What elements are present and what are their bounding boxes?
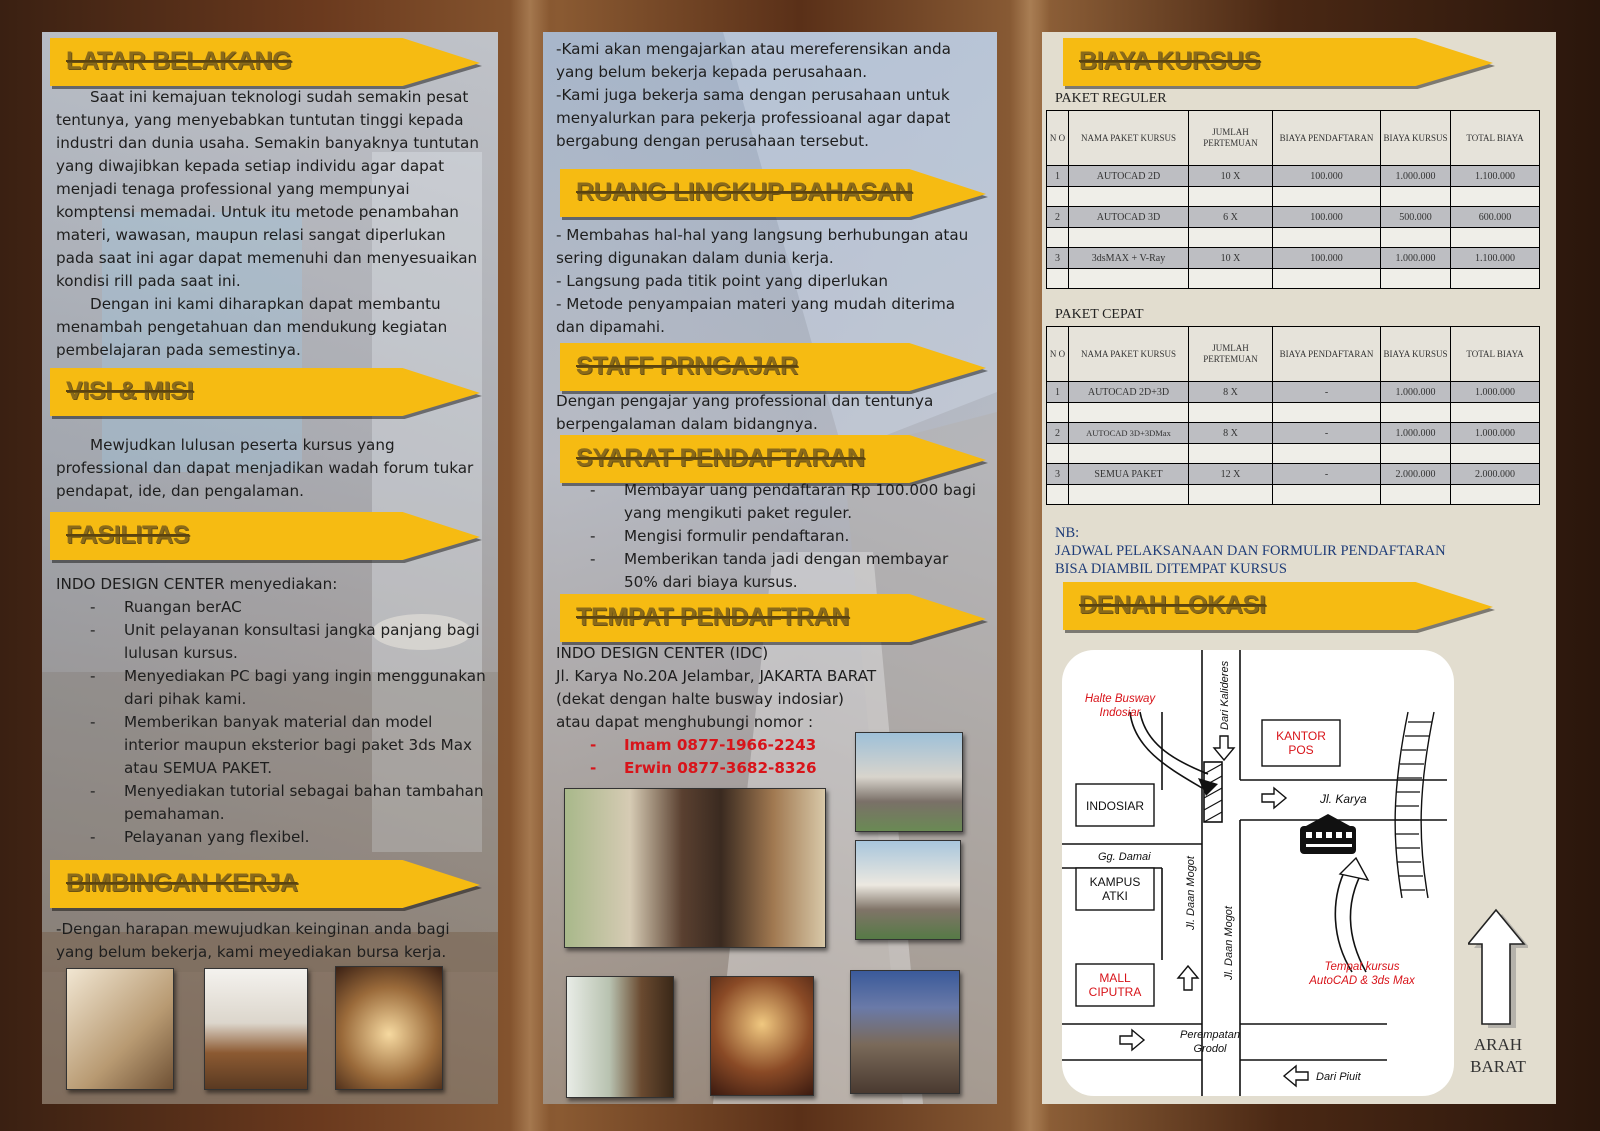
table-row: 3 3dsMAX + V-Ray 10 X 100.000 1.000.000 1.100.000 [1047,248,1540,269]
biaya-kursus-heading: BIAYA KURSUS [1063,38,1493,86]
direction-arrow-icon [1178,966,1198,990]
interior-photo [66,968,174,1090]
direction-arrow-icon [1262,788,1286,808]
staff-pengajar-text: Dengan pengajar yang professional dan tentunya berpengalaman dalam bidangnya. [556,392,934,433]
svg-text:Perempatan: Perempatan [1180,1029,1240,1041]
svg-text:POS: POS [1288,743,1314,757]
svg-text:Dari Piuit: Dari Piuit [1316,1071,1361,1083]
interior-photo [566,976,674,1098]
visi-misi-text: Mewjudkan lulusan peserta kursus yang professional dan dapat menjadikan wadah forum tukar pendapat, ide, dan pengalaman. [56,436,474,500]
column-header: BIAYA KURSUS [1381,111,1451,166]
intro-text: -Kami akan mengajarkan atau mereferensikan anda yang belum bekerja kepada perusahaan. -Kami juga bekerja sama dengan perusahaan untuk menyalurkan para pekerja professioanal agar dapat bergabung dengan perusahaan tersebut. [556,40,951,150]
direction-arrow-icon [1120,1030,1144,1050]
column-header: NAMA PAKET KURSUS [1069,111,1189,166]
list-item: - Memberikan banyak material dan model interior maupun eksterior bagi paket 3ds Max atau SEMUA PAKET. [56,711,486,780]
bimbingan-kerja-heading: BIMBINGAN KERJA [50,860,480,908]
fasilitas-text: INDO DESIGN CENTER menyediakan: - Ruangan berAC - Unit pelayanan konsultasi jangka panjang bagi lulusan kursus. - Menyediakan PC bagi yang ingin menggunakan dari pihak kami. - Memberikan banyak material dan model interior maupun eksterior bagi paket 3ds Max atau SEMUA PAKET. - Menyediakan tutorial sebagai bahan tambahan pemahaman. - Pelayanan yang flexibel. [56,573,486,849]
svg-text:CIPUTRA: CIPUTRA [1088,985,1142,999]
table-row: 2 AUTOCAD 3D+3DMax 8 X - 1.000.000 1.000.000 [1047,423,1540,444]
interior-photo [564,788,826,948]
paket-cepat-title: PAKET CEPAT [1055,307,1144,322]
table-row: 1 AUTOCAD 2D+3D 8 X - 1.000.000 1.000.000 [1047,382,1540,403]
list-item: - Unit pelayanan konsultasi jangka panjang bagi lulusan kursus. [56,619,486,665]
nb-note: NB: JADWAL PELAKSANAAN DAN FORMULIR PENDAFTARAN BISA DIAMBIL DITEMPAT KURSUS [1055,525,1446,577]
column-header: BIAYA KURSUS [1381,327,1451,382]
syarat-pendaftaran-heading: SYARAT PENDAFTARAN [560,435,986,483]
list-item: - Menyediakan tutorial sebagai bahan tambahan pemahaman. [56,780,486,826]
list-item: - Menyediakan PC bagi yang ingin menggunakan dari pihak kami. [56,665,486,711]
svg-text:Halte Busway: Halte Busway [1084,693,1156,705]
interior-photo [204,968,308,1090]
arah-barat-label: ARAH BARAT [1470,1035,1526,1076]
latar-belakang-heading: LATAR BELAKANG [50,38,480,86]
table-row: 1 AUTOCAD 2D 10 X 100.000 1.000.000 1.100.000 [1047,166,1540,187]
svg-text:Gg. Damai: Gg. Damai [1098,851,1151,863]
table-row: 3 SEMUA PAKET 12 X - 2.000.000 2.000.000 [1047,464,1540,485]
contact-phone[interactable]: - Erwin 0877-3682-8326 [556,757,986,780]
svg-text:Tempat kursus: Tempat kursus [1324,961,1400,973]
staff-pengajar-heading: STAFF PRNGAJAR [560,343,986,391]
svg-text:KAMPUS: KAMPUS [1089,875,1141,889]
latar-belakang-text: Saat ini kemajuan teknologi sudah semakin pesat tentunya, yang menyebabkan tuntutan tinggi kepada industri dan dunia usaha. Semakin banyaknya tuntutan yang diwajibkan kepada setiap individu agar dapat menjadi tenaga professional yang mempunyai komptensi memadai. Untuk itu metode penambahan materi, wawasan, maupun relasi sangat diperlukan pada saat ini agar dapat memenuhi dan menyesuaikan kondisi rill pada saat ini. Dengan ini kami diharapkan dapat membantu menambah pengetahuan dan mendukung kegiatan pembelajaran pada semestinya. [56,88,479,359]
column-header: TOTAL BIAYA [1451,327,1540,382]
svg-text:Dari Kalideres: Dari Kalideres [1219,660,1231,730]
svg-text:Jl. Daan Mogot: Jl. Daan Mogot [1185,856,1197,930]
denah-lokasi-heading: DENAH LOKASI [1063,582,1493,630]
bedroom-photo [335,966,443,1090]
contact-phone[interactable]: - Imam 0877-1966-2243 [556,734,986,757]
list-item: - Memberikan tanda jadi dengan membayar 50% dari biaya kursus. [556,548,986,594]
paket-reguler-table [1046,110,1540,289]
svg-text:MALL: MALL [1099,971,1131,985]
svg-text:Grodol: Grodol [1193,1043,1227,1055]
column-header: BIAYA PENDAFTARAN [1273,327,1381,382]
visi-misi-heading: VISI & MISI [50,368,480,416]
house-photo [850,970,960,1094]
svg-text:Jl. Daan Mogot: Jl. Daan Mogot [1223,906,1235,980]
fasilitas-heading: FASILITAS [50,512,480,560]
house-photo [855,732,963,832]
svg-text:Jl. Karya: Jl. Karya [1320,792,1367,806]
list-item: - Ruangan berAC [56,596,486,619]
ruang-lingkup-text: - Membahas hal-hal yang langsung berhubungan atau sering digunakan dalam dunia kerja. - Langsung pada titik point yang diperlukan - Metode penyampaian materi yang mudah diterima dan dipamahi. [556,226,969,336]
paket-cepat-table [1046,326,1540,505]
bimbingan-kerja-text: -Dengan harapan mewujudkan keinginan anda bagi yang belum bekerja, kami meyediakan bursa kerja. [56,920,450,961]
column-header: NAMA PAKET KURSUS [1069,327,1189,382]
north-arrow-icon [1468,908,1528,1028]
house-photo [855,840,961,940]
fasilitas-list [56,596,486,849]
table-row: 2 AUTOCAD 3D 6 X 100.000 500.000 600.000 [1047,207,1540,228]
list-item: - Mengisi formulir pendaftaran. [556,525,986,548]
interior-photo [710,976,814,1096]
tempat-pendaftaran-text: INDO DESIGN CENTER (IDC) Jl. Karya No.20A Jelambar, JAKARTA BARAT (dekat dengan halte busway indosiar) atau dapat menghubungi nomor : - Imam 0877-1966-2243 - Erwin 0877-3682-8326 [556,642,986,780]
svg-text:KANTOR: KANTOR [1276,729,1326,743]
paket-reguler-title: PAKET REGULER [1055,91,1167,106]
column-header: N O [1047,327,1069,382]
tempat-pendaftaran-heading: TEMPAT PENDAFTRAN [560,594,986,642]
direction-arrow-icon [1214,736,1234,760]
column-header: TOTAL BIAYA [1451,111,1540,166]
syarat-pendaftaran-text [556,479,986,594]
list-item: - Pelayanan yang flexibel. [56,826,486,849]
svg-text:Indosiar: Indosiar [1099,707,1141,719]
column-header: BIAYA PENDAFTARAN [1273,111,1381,166]
svg-text:ATKI: ATKI [1102,889,1128,903]
ruang-lingkup-heading: RUANG LINGKUP BAHASAN [560,169,986,217]
column-header: JUMLAH PERTEMUAN [1189,111,1273,166]
column-header: N O [1047,111,1069,166]
direction-arrow-icon [1284,1066,1308,1086]
svg-text:INDOSIAR: INDOSIAR [1085,799,1145,813]
svg-text:AutoCAD & 3ds Max: AutoCAD & 3ds Max [1309,975,1415,987]
column-header: JUMLAH PERTEMUAN [1189,327,1273,382]
location-map [1062,650,1454,1096]
list-item: - Membayar uang pendaftaran Rp 100.000 bagi yang mengikuti paket reguler. [556,479,986,525]
